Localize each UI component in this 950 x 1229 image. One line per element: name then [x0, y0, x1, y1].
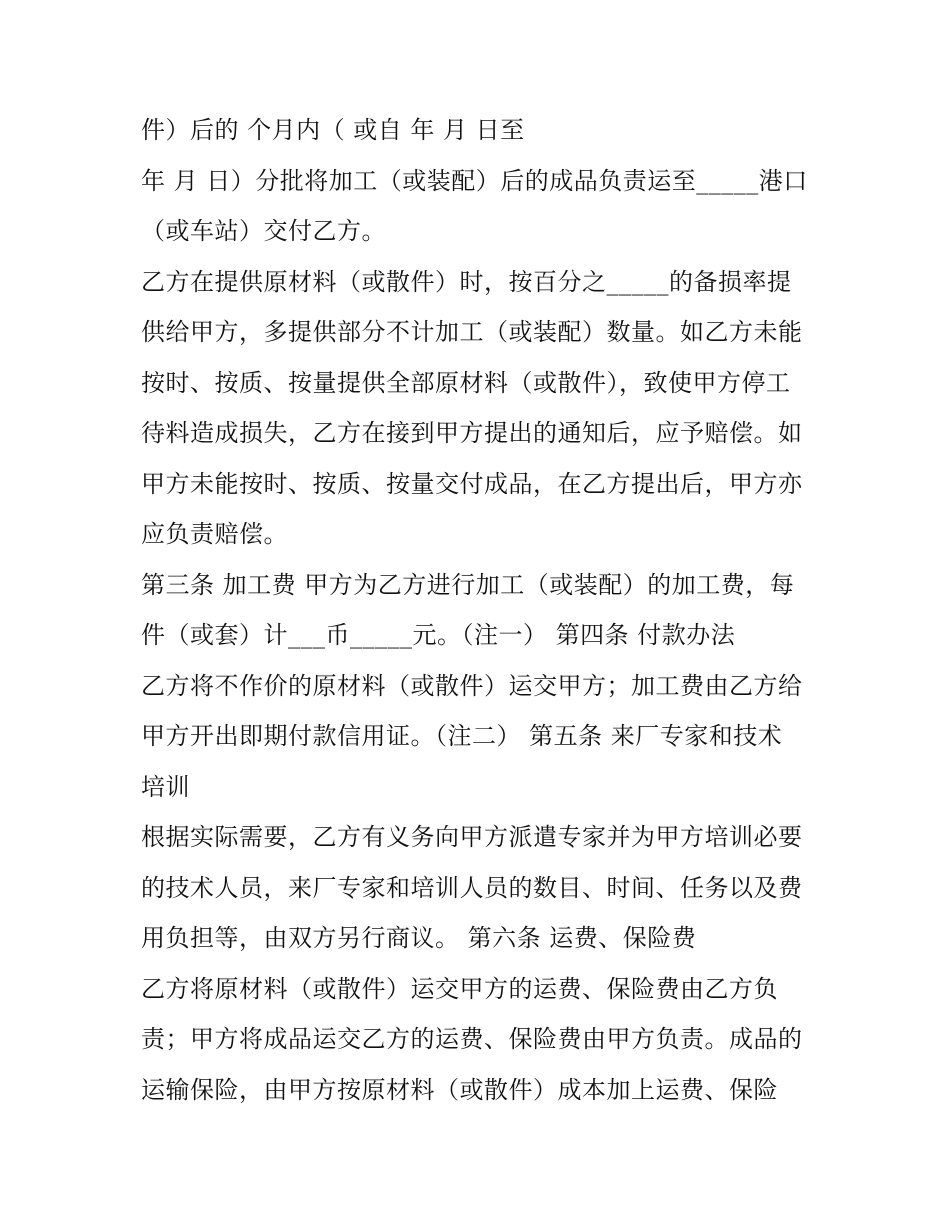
text-line: 培训 [141, 773, 190, 801]
text-line: 供给甲方，多提供部分不计加工（或装配）数量。如乙方未能 [141, 318, 803, 346]
text-line: 用负担等，由双方另行商议。 第六条 运费、保险费 [141, 924, 697, 952]
text-line: 乙方将不作价的原材料（或散件）运交甲方；加工费由乙方给 [141, 672, 803, 700]
text-line: 的技术人员，来厂专家和培训人员的数目、时间、任务以及费 [141, 874, 803, 902]
text-line: 待料造成损失，乙方在接到甲方提出的通知后，应予赔偿。如 [141, 419, 803, 447]
text-line: 件）后的 个月内（ 或自 年 月 日至 [141, 116, 525, 144]
text-line: 乙方将原材料（或散件）运交甲方的运费、保险费由乙方负 [141, 975, 778, 1003]
text-line: 甲方未能按时、按质、按量交付成品，在乙方提出后，甲方亦 [141, 470, 803, 498]
text-line: 应负责赔偿。 [141, 520, 288, 548]
text-line: 甲方开出即期付款信用证。（注二） 第五条 来厂专家和技术 [141, 722, 783, 750]
text-line: 第三条 加工费 甲方为乙方进行加工（或装配）的加工费，每 [141, 571, 795, 599]
text-line: （或车站）交付乙方。 [141, 217, 386, 245]
text-line: 运输保险，由甲方按原材料（或散件）成本加上运费、保险 [141, 1076, 778, 1104]
text-line: 按时、按质、按量提供全部原材料（或散件），致使甲方停工 [141, 369, 791, 397]
text-line: 责；甲方将成品运交乙方的运费、保险费由甲方负责。成品的 [141, 1025, 803, 1053]
text-line: 年 月 日）分批将加工（或装配）后的成品负责运至_____港口 [141, 167, 808, 195]
text-line: 乙方在提供原材料（或散件）时，按百分之_____的备损率提 [141, 268, 792, 296]
text-line: 根据实际需要，乙方有义务向甲方派遣专家并为甲方培训必要 [141, 823, 803, 851]
text-line: 件（或套）计___币_____元。（注一） 第四条 付款办法 [141, 621, 736, 649]
